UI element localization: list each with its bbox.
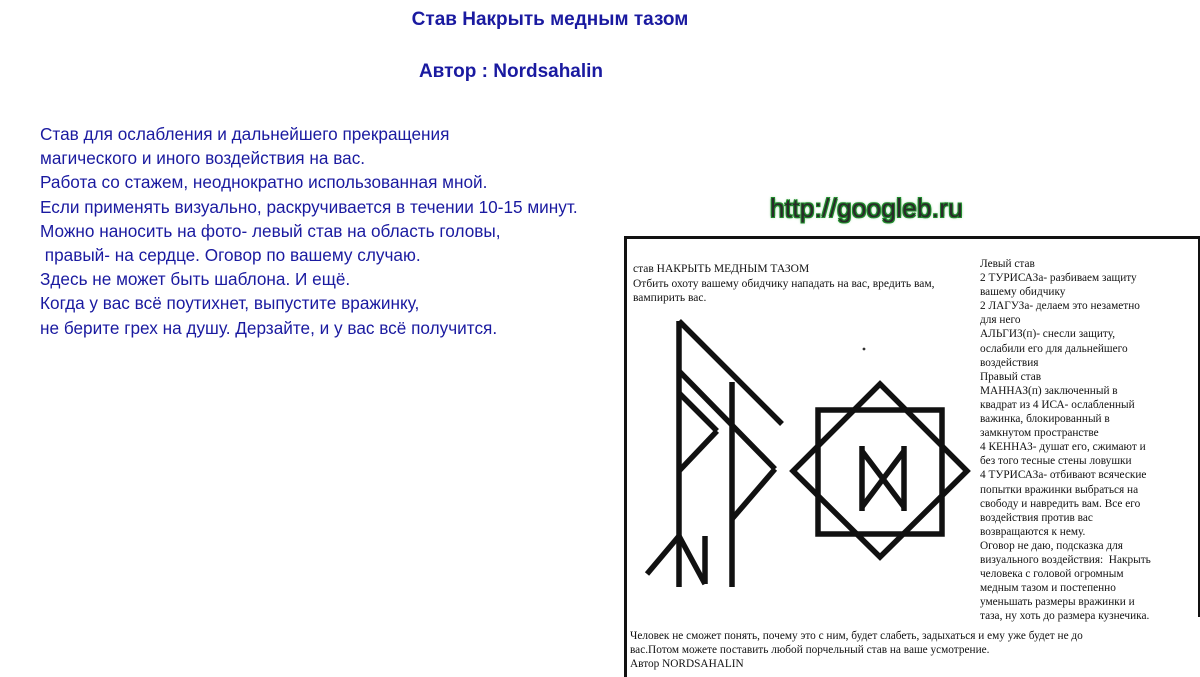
explanation-line: визуального воздействия: Накрыть xyxy=(980,553,1151,566)
explanation-line: Правый став xyxy=(980,370,1042,383)
description-block xyxy=(40,122,680,340)
explanation-line: Оговор не даю, подсказка для xyxy=(980,539,1123,552)
description-line: Здесь не может быть шаблона. И ещё. xyxy=(40,269,351,290)
explanation-line: попытки вражинки выбраться на xyxy=(980,483,1139,496)
scan-title: став НАКРЫТЬ МЕДНЫМ ТАЗОМ xyxy=(633,263,810,275)
explanation-line: Левый став xyxy=(980,258,1035,270)
explanation-line: 2 ЛАГУЗа- делаем это незаметно xyxy=(980,300,1140,313)
description-line: Можно наносить на фото- левый став на область головы, xyxy=(40,220,501,241)
explanation-line: таза, ну хоть до размера кузнечика. xyxy=(980,610,1150,623)
scanned-stave-panel xyxy=(624,236,1200,677)
explanation-line: квадрат из 4 ИСА- ослабленный xyxy=(980,398,1135,411)
explanation-line: без того тесные стены ловушки xyxy=(980,455,1132,468)
explanation-line: воздействия против вас xyxy=(980,511,1093,524)
description-line: Если применять визуально, раскручивается в течении 10-15 минут. xyxy=(40,196,578,217)
footer-line: Человек не сможет понять, почему это с ним, будет слабеть, задыхаться и ему уже будет не до xyxy=(630,630,1083,642)
footer-line: вас.Потом можете поставить любой порчельный став на ваше усмотрение. xyxy=(630,644,990,656)
explanation-line: ослабили его для дальнейшего xyxy=(980,342,1128,355)
explanation-line: 4 КЕННАЗ- душат его, сжимают и xyxy=(980,441,1146,454)
explanation-line: МАННАЗ(п) заключенный в xyxy=(980,384,1118,397)
explanation-line: возвращаются к нему. xyxy=(980,525,1086,538)
author-line: Автор : Nordsahalin xyxy=(418,61,604,82)
description-line: Работа со стажем, неоднократно использованная мной. xyxy=(40,172,488,193)
watermark-url: http://googleb.ru xyxy=(770,193,964,223)
page-title: Став Накрыть медным тазом xyxy=(411,9,689,30)
explanation-line: важинка, блокированный в xyxy=(980,413,1110,426)
explanation-line: медным тазом и постепенно xyxy=(980,582,1116,595)
description-line: Когда у вас всё поутихнет, выпустите вражинку, xyxy=(40,293,420,314)
footer-author: Автор NORDSAHALIN xyxy=(630,658,744,670)
explanation-line: замкнутом пространстве xyxy=(980,427,1099,440)
scan-subtitle: Отбить охоту вашему обидчику нападать на вас, вредить вам, вампирить вас. xyxy=(633,278,935,304)
left-stave-icon xyxy=(647,321,782,587)
explanation-line: уменьшать размеры вражинки и xyxy=(980,596,1135,609)
explanation-line: 2 ТУРИСАЗа- разбиваем защиту xyxy=(980,272,1137,285)
description-line: Став для ослабления и дальнейшего прекращения xyxy=(40,124,450,144)
explanation-line: человека с головой огромным xyxy=(980,568,1124,581)
scan-footer xyxy=(630,629,1196,671)
explanation-line: воздействия xyxy=(980,356,1039,369)
description-line: не берите грех на душу. Дерзайте, и у вас всё получится. xyxy=(40,317,498,338)
description-line: магического и иного воздействия на вас. xyxy=(40,148,366,169)
explanation-line: АЛЬГИЗ(п)- снесли защиту, xyxy=(980,328,1116,341)
explanation-line: вашему обидчику xyxy=(980,286,1066,299)
stave-explanation xyxy=(980,257,1196,623)
description-line: правый- на сердце. Оговор по вашему случаю. xyxy=(40,245,421,266)
ink-speck xyxy=(863,348,866,351)
explanation-line: для него xyxy=(980,314,1021,327)
explanation-line: 4 ТУРИСАЗа- отбивают всяческие xyxy=(980,469,1147,482)
explanation-line: свободу и навредить вам. Все его xyxy=(980,497,1141,510)
right-stave-icon xyxy=(793,384,967,557)
